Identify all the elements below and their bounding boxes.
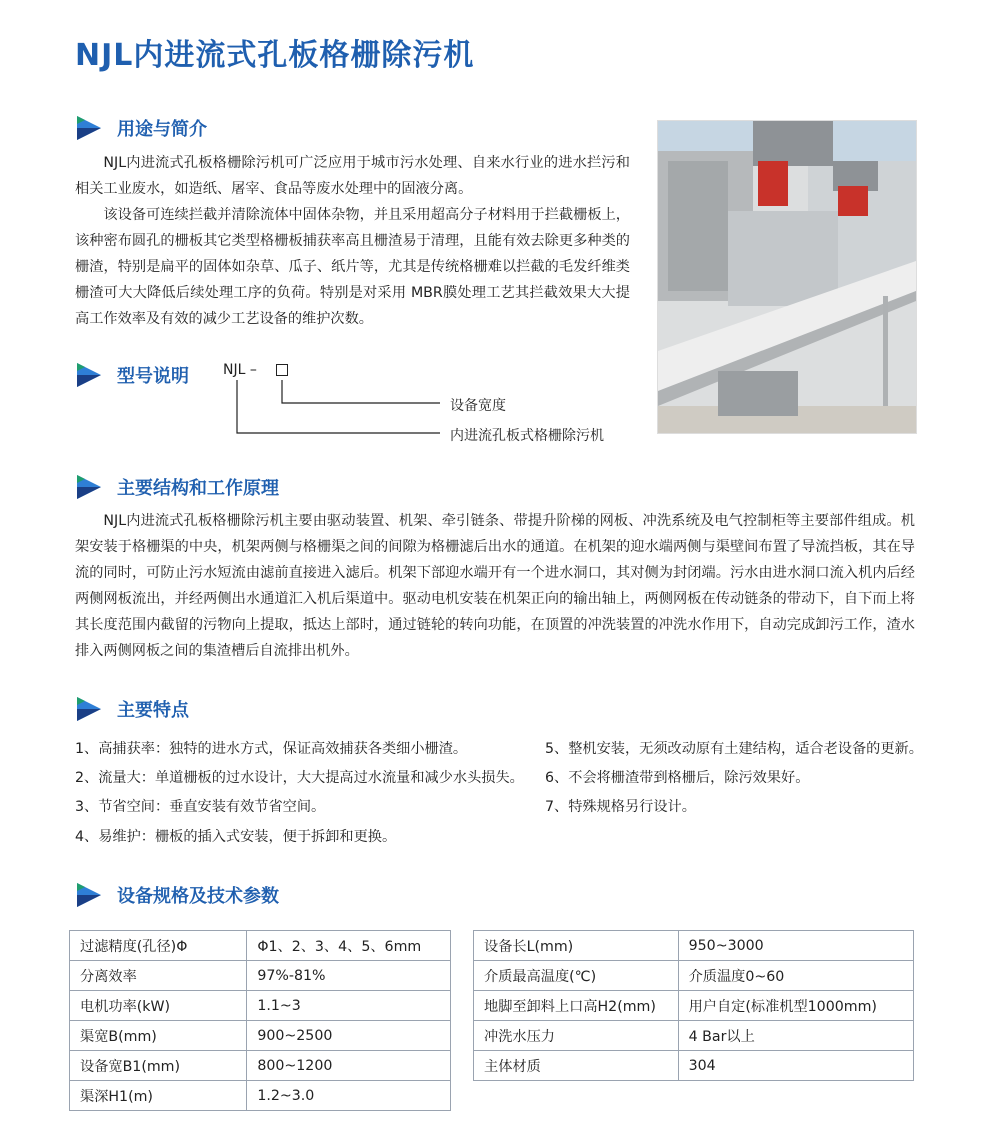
table-row [70, 961, 451, 991]
spec-value: 4 Bar以上 [678, 1021, 913, 1051]
spec-value: 900~2500 [247, 1021, 451, 1051]
page-title: NJL内进流式孔板格栅除污机 [75, 38, 475, 73]
model-label-name: 内进流孔板式格栅除污机 [450, 428, 604, 444]
spec-value: 800~1200 [247, 1051, 451, 1081]
spec-value: Φ1、2、3、4、5、6mm [247, 931, 451, 961]
spec-key: 渠宽B(mm) [70, 1021, 247, 1051]
table-row [474, 1021, 914, 1051]
spec-key: 设备长L(mm) [474, 931, 679, 961]
section-label: 用途与简介 [117, 119, 207, 140]
spec-key: 介质最高温度(℃) [474, 961, 679, 991]
section-label: 主要结构和工作原理 [117, 478, 279, 499]
section-heading-features [75, 694, 189, 724]
structure-paragraph: NJL内进流式孔板格栅除污机主要由驱动装置、机架、牵引链条、带提升阶梯的网板、冲洗系统及电气控制柜等主要部件组成。机架安装于格栅渠的中央，机架两侧与格栅渠之间的间隙为格栅滤后出水的通道。在机架的迎水端两侧与渠壁间布置了导流挡板，其在导流的同时，可防止污水短流由滤前直接进入滤后。机架下部迎水端开有一个进水洞口，其对侧为封闭端。污水由进水洞口流入机内后经两侧网板流出，并经两侧出水通道汇入机后渠道中。驱动电机安装在机架正向的输出轴上，两侧网板在传动链条的带动下，自下而上将其长度范围内截留的污物向上提取，抵达上部时，通过链轮的转向功能，在顶置的冲洗装置的冲洗水作用下，自动完成卸污工作，渣水排入两侧网板之间的集渣槽后自流排出机外。 [75, 513, 915, 659]
section-heading-model [75, 360, 189, 390]
table-row [70, 931, 451, 961]
feature-item: 4、易维护：栅板的插入式安装，便于拆卸和更换。 [75, 829, 397, 845]
intro-paragraph-1: NJL内进流式孔板格栅除污机可广泛应用于城市污水处理、自来水行业的进水拦污和相关工业废水，如造纸、屠宰、食品等废水处理中的固液分离。 [75, 155, 630, 197]
spec-value: 304 [678, 1051, 913, 1081]
table-row [70, 991, 451, 1021]
feature-item: 3、节省空间：垂直安装有效节省空间。 [75, 799, 326, 815]
table-row [474, 961, 914, 991]
table-row [70, 1021, 451, 1051]
model-box-icon [276, 364, 288, 376]
spec-key: 地脚至卸料上口高H2(mm) [474, 991, 679, 1021]
section-arrow-icon [75, 694, 109, 724]
intro-paragraph-2: 该设备可连续拦截并清除流体中固体杂物，并且采用超高分子材料用于拦截栅板上，该种密布圆孔的栅板其它类型格栅板捕获率高且栅渣易于清理，且能有效去除更多种类的栅渣，特别是扁平的固体如杂草、瓜子、纸片等，尤其是传统格栅难以拦截的毛发纤维类栅渣可大大降低后续处理工序的负荷。特别是对采用 MBR膜处理工艺其拦截效果大大提高工作效率及有效的减少工艺设备的维护次数。 [75, 207, 630, 327]
spec-value: 1.1~3 [247, 991, 451, 1021]
section-label: 型号说明 [117, 366, 189, 387]
section-label: 设备规格及技术参数 [117, 886, 279, 907]
spec-key: 电机功率(kW) [70, 991, 247, 1021]
section-heading-intro [75, 113, 207, 143]
table-row [70, 1051, 451, 1081]
spec-key: 渠深H1(m) [70, 1081, 247, 1111]
spec-table-left [69, 930, 451, 1111]
spec-table-right [473, 930, 914, 1081]
feature-item: 1、高捕获率：独特的进水方式，保证高效捕获各类细小栅渣。 [75, 741, 468, 757]
spec-value: 1.2~3.0 [247, 1081, 451, 1111]
spec-key: 设备宽B1(mm) [70, 1051, 247, 1081]
spec-value: 950~3000 [678, 931, 913, 961]
section-arrow-icon [75, 360, 109, 390]
product-photo [657, 120, 917, 434]
spec-value: 用户自定(标准机型1000mm) [678, 991, 913, 1021]
model-diagram-lines [230, 378, 450, 438]
model-label-width: 设备宽度 [450, 398, 506, 414]
feature-item: 5、整机安装，无须改动原有土建结构，适合老设备的更新。 [545, 741, 923, 757]
spec-key: 主体材质 [474, 1051, 679, 1081]
section-heading-specs [75, 880, 279, 910]
spec-value: 介质温度0~60 [678, 961, 913, 991]
section-heading-structure [75, 472, 279, 502]
spec-key: 冲洗水压力 [474, 1021, 679, 1051]
feature-item: 2、流量大：单道栅板的过水设计，大大提高过水流量和减少水头损失。 [75, 770, 524, 786]
feature-item: 7、特殊规格另行设计。 [545, 799, 696, 815]
table-row [70, 1081, 451, 1111]
feature-item: 6、不会将栅渣带到格栅后，除污效果好。 [545, 770, 810, 786]
section-arrow-icon [75, 472, 109, 502]
table-row [474, 931, 914, 961]
section-arrow-icon [75, 880, 109, 910]
spec-key: 过滤精度(孔径)Φ [70, 931, 247, 961]
spec-value: 97%-81% [247, 961, 451, 991]
section-arrow-icon [75, 113, 109, 143]
section-label: 主要特点 [117, 700, 189, 721]
spec-key: 分离效率 [70, 961, 247, 991]
model-code: NJL – [223, 362, 257, 378]
table-row [474, 991, 914, 1021]
table-row [474, 1051, 914, 1081]
